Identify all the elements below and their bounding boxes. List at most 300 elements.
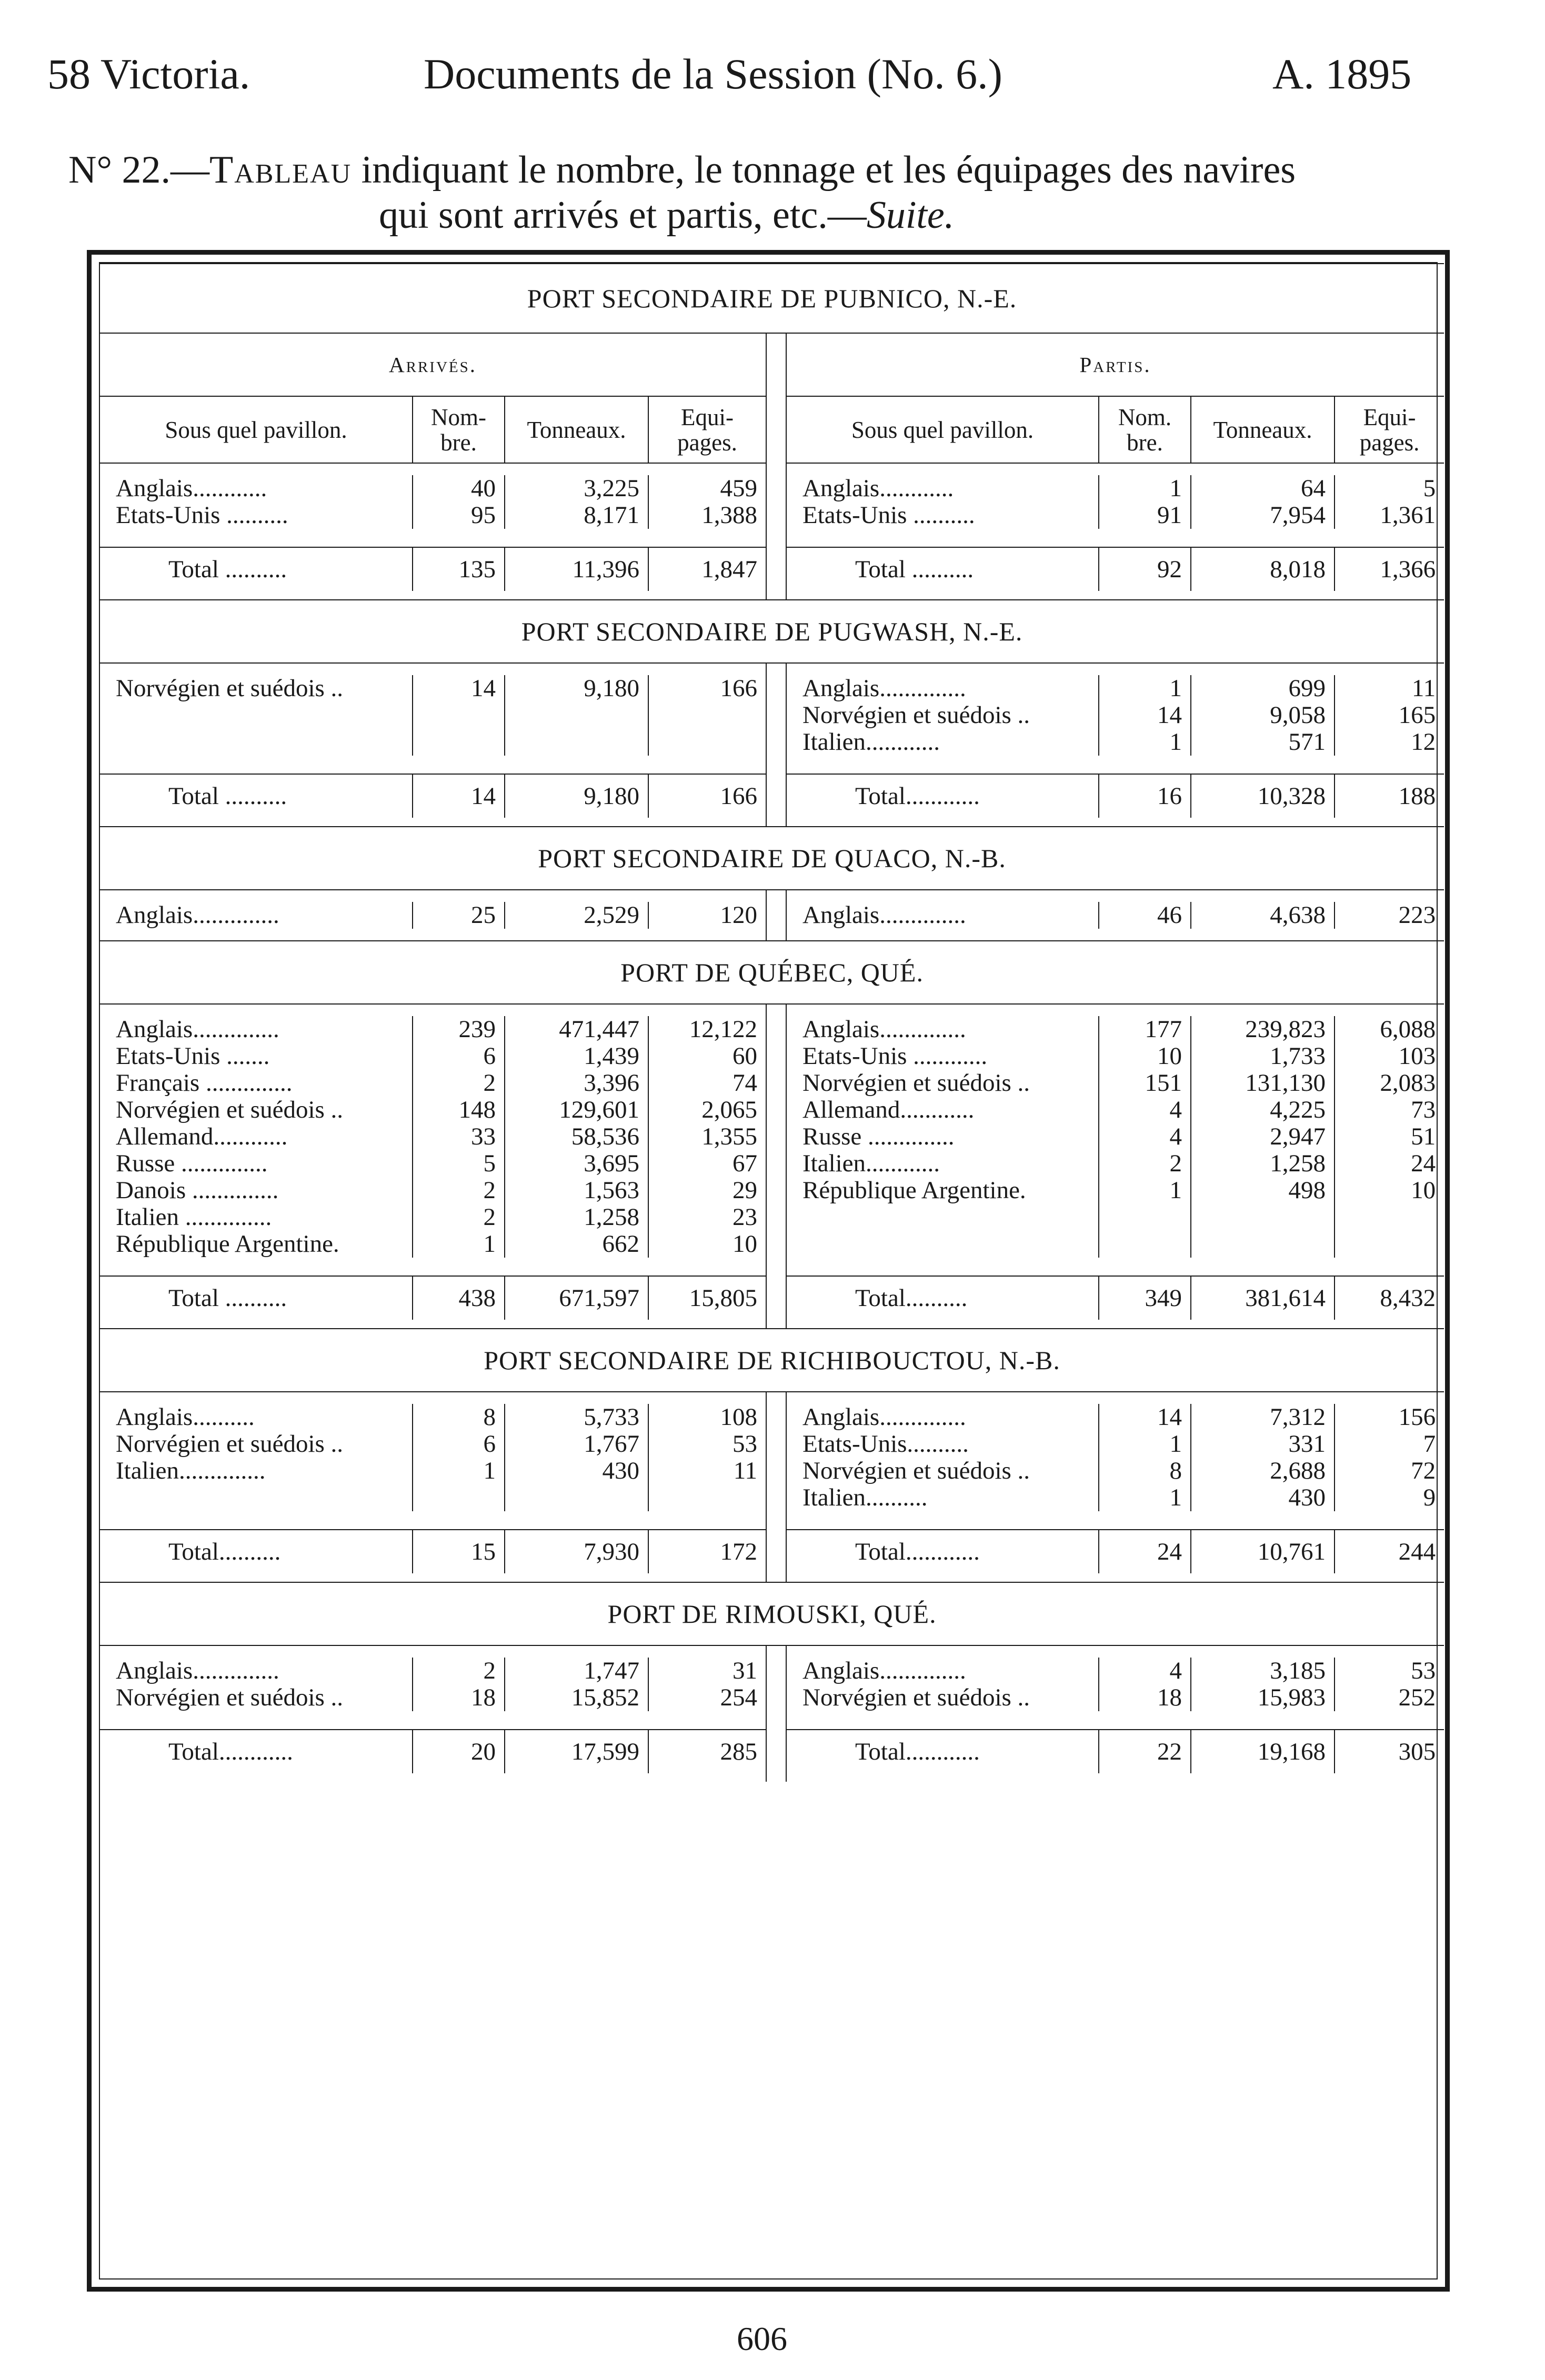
flag-cell: Etats-Unis..........	[802, 1431, 969, 1458]
flag-cell: Etats-Unis ..........	[116, 502, 288, 529]
column-divider	[766, 1320, 786, 1329]
column-divider	[766, 1530, 786, 1573]
tonnage-cell: 3,225	[505, 475, 648, 502]
spacer-row	[100, 1392, 1444, 1404]
flag-cell: République Argentine.	[116, 1231, 339, 1258]
table-row	[100, 502, 1444, 529]
crew-cell: 108	[648, 1404, 766, 1431]
count-cell: 1	[1099, 729, 1191, 756]
total-crew-cell: 8,432	[1335, 1276, 1444, 1320]
spacer-row	[100, 756, 1444, 774]
spacer-row	[100, 1573, 1444, 1582]
tonnage-cell: 1,767	[505, 1431, 648, 1458]
table-row	[100, 1150, 1444, 1177]
count-cell: 4	[1099, 1658, 1191, 1684]
spacer-right	[786, 756, 1444, 774]
total-flag-cell: Total..........	[786, 1276, 1099, 1320]
port-heading: PORT DE QUÉBEC, QUÉ.	[100, 941, 1444, 1004]
tonnage-cell: 498	[1191, 1177, 1335, 1204]
tonnage-cell: 331	[1191, 1431, 1335, 1458]
count-cell: 95	[413, 502, 505, 529]
total-count-cell: 14	[413, 774, 505, 818]
total-crew-cell: 285	[648, 1730, 766, 1773]
total-tonnage-cell: 19,168	[1191, 1730, 1335, 1773]
total-tonnage-cell: 10,761	[1191, 1530, 1335, 1573]
count-cell: 2	[413, 1177, 505, 1204]
total-flag-cell: Total ..........	[786, 547, 1099, 591]
spacer-right	[786, 663, 1444, 675]
spacer-left	[100, 1004, 766, 1016]
flag-cell: Anglais..............	[802, 1658, 966, 1684]
flag-cell: Russe ..............	[116, 1150, 268, 1177]
flag-cell: Allemand............	[116, 1123, 288, 1150]
total-flag-cell: Total............	[786, 1530, 1099, 1573]
tonnage-cell	[505, 702, 648, 729]
table-row	[100, 1431, 1444, 1458]
total-tonnage-cell: 10,328	[1191, 774, 1335, 818]
spacer-left	[100, 890, 766, 902]
spacer-left	[100, 663, 766, 675]
crew-cell: 31	[648, 1658, 766, 1684]
tonnage-cell: 1,733	[1191, 1043, 1335, 1070]
tonnage-cell: 3,396	[505, 1070, 648, 1097]
spacer-row	[100, 818, 1444, 827]
tonnage-cell: 2,529	[505, 902, 648, 929]
total-count-cell: 16	[1099, 774, 1191, 818]
count-cell: 46	[1099, 902, 1191, 929]
count-cell: 1	[413, 1458, 505, 1484]
spacer-left	[100, 1645, 766, 1658]
spacer-left	[100, 1711, 766, 1730]
crew-cell: 223	[1335, 902, 1444, 929]
spacer-left	[100, 818, 766, 827]
tonnage-cell: 7,312	[1191, 1404, 1335, 1431]
crew-cell: 11	[648, 1458, 766, 1484]
table-row	[100, 1177, 1444, 1204]
total-crew-cell: 166	[648, 774, 766, 818]
flag-cell: Italien ..............	[116, 1204, 272, 1231]
total-flag-cell: Total ..........	[100, 547, 413, 591]
crew-cell: 53	[648, 1431, 766, 1458]
flag-cell: Italien............	[802, 1150, 940, 1177]
port-heading: PORT SECONDAIRE DE PUBNICO, N.-E.	[100, 264, 1444, 333]
flag-cell: Français ..............	[116, 1070, 293, 1097]
column-divider	[766, 1150, 786, 1177]
spacer-row	[100, 1258, 1444, 1276]
crew-cell	[648, 729, 766, 756]
column-divider	[766, 1204, 786, 1231]
spacer-row	[100, 1645, 1444, 1658]
column-divider	[766, 1573, 786, 1582]
flag-cell: Anglais..............	[116, 1658, 279, 1684]
total-tonnage-cell: 11,396	[505, 547, 648, 591]
crew-cell: 103	[1335, 1043, 1444, 1070]
crew-cell: 10	[648, 1231, 766, 1258]
crew-cell: 6,088	[1335, 1016, 1444, 1043]
spacer-right	[786, 591, 1444, 600]
column-divider	[766, 729, 786, 756]
flag-cell: Anglais............	[116, 475, 267, 502]
spacer-left	[100, 1773, 766, 1782]
total-crew-cell: 244	[1335, 1530, 1444, 1573]
spacer-right	[786, 529, 1444, 547]
count-cell: 4	[1099, 1123, 1191, 1150]
tonnage-cell: 15,852	[505, 1684, 648, 1711]
tonnage-cell: 9,058	[1191, 702, 1335, 729]
table-row	[100, 1404, 1444, 1431]
flag-cell: Anglais............	[802, 475, 954, 502]
title-line1: indiquant le nombre, le tonnage et les équipages des navires	[352, 148, 1296, 192]
count-cell: 1	[1099, 675, 1191, 702]
crew-cell: 254	[648, 1684, 766, 1711]
spacer-right	[786, 818, 1444, 827]
column-header: Sous quel pavillon.	[786, 396, 1099, 463]
spacer-left	[100, 1573, 766, 1582]
tonnage-cell	[505, 1484, 648, 1511]
count-cell: 10	[1099, 1043, 1191, 1070]
port-heading-row	[100, 1329, 1444, 1392]
spacer-row	[100, 890, 1444, 902]
total-row	[100, 1276, 1444, 1320]
count-cell: 6	[413, 1431, 505, 1458]
session-header-right: A. 1895	[1272, 50, 1412, 98]
port-heading: PORT SECONDAIRE DE QUACO, N.-B.	[100, 827, 1444, 890]
crew-cell: 459	[648, 475, 766, 502]
column-divider	[766, 1123, 786, 1150]
total-flag-cell: Total..........	[100, 1530, 413, 1573]
crew-cell: 120	[648, 902, 766, 929]
total-flag-cell: Total............	[786, 1730, 1099, 1773]
flag-cell: Italien..............	[116, 1458, 266, 1484]
spacer-left	[100, 756, 766, 774]
tonnage-cell: 7,954	[1191, 502, 1335, 529]
title-tableau: Tableau	[209, 148, 352, 192]
tonnage-cell: 1,258	[505, 1204, 648, 1231]
crew-cell: 10	[1335, 1177, 1444, 1204]
port-heading-row	[100, 941, 1444, 1004]
count-cell: 1	[1099, 1484, 1191, 1511]
column-divider	[766, 702, 786, 729]
flag-cell	[100, 702, 413, 729]
spacer-left	[100, 929, 766, 941]
crew-cell: 12,122	[648, 1016, 766, 1043]
spacer-row	[100, 529, 1444, 547]
total-count-cell: 92	[1099, 547, 1191, 591]
table-frame	[87, 250, 1450, 2292]
port-heading-row	[100, 827, 1444, 890]
column-divider	[766, 1276, 786, 1320]
spacer-left	[100, 1392, 766, 1404]
table-row	[100, 702, 1444, 729]
arrived-label: Arrivés.	[100, 333, 766, 396]
flag-cell: Anglais..............	[802, 1016, 966, 1043]
count-cell	[413, 1484, 505, 1511]
spacer-left	[100, 463, 766, 475]
tonnage-cell: 4,225	[1191, 1097, 1335, 1123]
tonnage-cell: 129,601	[505, 1097, 648, 1123]
column-divider	[766, 756, 786, 774]
crew-cell: 9	[1335, 1484, 1444, 1511]
table-row	[100, 729, 1444, 756]
crew-cell: 156	[1335, 1404, 1444, 1431]
tonnage-cell: 1,563	[505, 1177, 648, 1204]
table-row	[100, 1484, 1444, 1511]
crew-cell: 24	[1335, 1150, 1444, 1177]
crew-cell	[648, 1484, 766, 1511]
port-heading-row	[100, 1582, 1444, 1645]
flag-cell: Anglais..............	[116, 1016, 279, 1043]
count-cell	[1099, 1231, 1191, 1258]
spacer-right	[786, 1645, 1444, 1658]
count-cell: 40	[413, 475, 505, 502]
tonnage-cell: 15,983	[1191, 1684, 1335, 1711]
column-divider	[766, 663, 786, 675]
section-label-row	[100, 333, 1444, 396]
spacer-right	[786, 1320, 1444, 1329]
crew-cell: 11	[1335, 675, 1444, 702]
column-divider	[766, 774, 786, 818]
count-cell: 25	[413, 902, 505, 929]
column-divider	[766, 1016, 786, 1043]
total-tonnage-cell: 9,180	[505, 774, 648, 818]
flag-cell	[786, 1204, 1099, 1231]
count-cell: 33	[413, 1123, 505, 1150]
port-table-body	[100, 264, 1444, 1782]
crew-cell	[1335, 1231, 1444, 1258]
crew-cell: 2,083	[1335, 1070, 1444, 1097]
column-header-row	[100, 396, 1444, 463]
table-title	[68, 147, 1458, 238]
total-count-cell: 438	[413, 1276, 505, 1320]
spacer-row	[100, 1320, 1444, 1329]
count-cell: 14	[413, 675, 505, 702]
port-heading-row	[100, 600, 1444, 663]
table-row	[100, 1070, 1444, 1097]
tonnage-cell: 4,638	[1191, 902, 1335, 929]
column-divider	[766, 1431, 786, 1458]
count-cell	[413, 702, 505, 729]
departed-label: Partis.	[786, 333, 1444, 396]
count-cell: 8	[413, 1404, 505, 1431]
count-cell: 2	[413, 1658, 505, 1684]
spacer-left	[100, 1320, 766, 1329]
tonnage-cell: 699	[1191, 675, 1335, 702]
flag-cell: Allemand............	[802, 1097, 975, 1123]
tonnage-cell: 3,185	[1191, 1658, 1335, 1684]
tonnage-cell: 2,947	[1191, 1123, 1335, 1150]
column-divider	[766, 1404, 786, 1431]
column-divider	[766, 890, 786, 902]
total-count-cell: 20	[413, 1730, 505, 1773]
column-divider	[766, 1730, 786, 1773]
column-divider	[766, 1511, 786, 1530]
tonnage-cell: 8,171	[505, 502, 648, 529]
total-crew-cell: 1,366	[1335, 547, 1444, 591]
column-divider	[766, 818, 786, 827]
count-cell: 2	[1099, 1150, 1191, 1177]
crew-cell	[1335, 1204, 1444, 1231]
count-cell: 151	[1099, 1070, 1191, 1097]
total-row	[100, 1530, 1444, 1573]
count-cell: 4	[1099, 1097, 1191, 1123]
spacer-right	[786, 463, 1444, 475]
spacer-right	[786, 1511, 1444, 1530]
column-divider	[766, 463, 786, 475]
flag-cell: Norvégien et suédois ..	[802, 702, 1030, 729]
total-row	[100, 1730, 1444, 1773]
table-row	[100, 675, 1444, 702]
crew-cell: 1,355	[648, 1123, 766, 1150]
flag-cell: Russe ..............	[802, 1123, 955, 1150]
tonnage-cell: 5,733	[505, 1404, 648, 1431]
table-row	[100, 1658, 1444, 1684]
flag-cell: Etats-Unis ............	[802, 1043, 988, 1070]
count-cell: 14	[1099, 1404, 1191, 1431]
column-divider	[766, 929, 786, 941]
table-row	[100, 1043, 1444, 1070]
column-divider	[766, 1645, 786, 1658]
column-divider	[766, 502, 786, 529]
tonnage-cell: 430	[1191, 1484, 1335, 1511]
flag-cell: Etats-Unis ..........	[802, 502, 975, 529]
column-divider	[766, 1070, 786, 1097]
count-cell: 91	[1099, 502, 1191, 529]
tonnage-cell: 2,688	[1191, 1458, 1335, 1484]
table-row	[100, 1204, 1444, 1231]
table-row	[100, 1097, 1444, 1123]
tonnage-cell: 571	[1191, 729, 1335, 756]
total-count-cell: 24	[1099, 1530, 1191, 1573]
count-cell: 177	[1099, 1016, 1191, 1043]
count-cell: 6	[413, 1043, 505, 1070]
table-row	[100, 1458, 1444, 1484]
spacer-right	[786, 1773, 1444, 1782]
crew-cell: 1,361	[1335, 502, 1444, 529]
crew-cell: 73	[1335, 1097, 1444, 1123]
flag-cell: Norvégien et suédois ..	[802, 1684, 1030, 1711]
total-count-cell: 349	[1099, 1276, 1191, 1320]
total-row	[100, 774, 1444, 818]
spacer-left	[100, 591, 766, 600]
spacer-left	[100, 529, 766, 547]
crew-cell: 252	[1335, 1684, 1444, 1711]
count-cell	[1099, 1204, 1191, 1231]
flag-cell: Italien..........	[802, 1484, 928, 1511]
column-divider	[766, 1711, 786, 1730]
crew-cell: 1,388	[648, 502, 766, 529]
crew-cell: 53	[1335, 1658, 1444, 1684]
flag-cell: Norvégien et suédois ..	[116, 1431, 344, 1458]
count-cell: 5	[413, 1150, 505, 1177]
spacer-row	[100, 1711, 1444, 1730]
flag-cell: Norvégien et suédois ..	[802, 1070, 1030, 1097]
total-tonnage-cell: 7,930	[505, 1530, 648, 1573]
spacer-row	[100, 1511, 1444, 1530]
spacer-row	[100, 591, 1444, 600]
tonnage-cell: 430	[505, 1458, 648, 1484]
table-row	[100, 475, 1444, 502]
count-cell: 1	[1099, 1431, 1191, 1458]
spacer-row	[100, 463, 1444, 475]
total-crew-cell: 305	[1335, 1730, 1444, 1773]
total-count-cell: 22	[1099, 1730, 1191, 1773]
column-divider	[766, 1773, 786, 1782]
count-cell: 14	[1099, 702, 1191, 729]
flag-cell	[100, 729, 413, 756]
port-heading-row	[100, 264, 1444, 333]
spacer-right	[786, 1392, 1444, 1404]
spacer-row	[100, 663, 1444, 675]
column-divider	[766, 333, 786, 396]
spacer-row	[100, 929, 1444, 941]
flag-cell: Norvégien et suédois ..	[116, 675, 344, 702]
column-divider	[766, 1004, 786, 1016]
spacer-left	[100, 1258, 766, 1276]
column-header: Nom. bre.	[1099, 396, 1191, 463]
column-divider	[766, 547, 786, 591]
total-tonnage-cell: 8,018	[1191, 547, 1335, 591]
crew-cell: 2,065	[648, 1097, 766, 1123]
column-divider	[766, 1484, 786, 1511]
title-suite: Suite.	[866, 194, 955, 237]
column-header: Sous quel pavillon.	[100, 396, 413, 463]
tonnage-cell: 9,180	[505, 675, 648, 702]
crew-cell: 12	[1335, 729, 1444, 756]
spacer-right	[786, 1258, 1444, 1276]
total-flag-cell: Total ..........	[100, 1276, 413, 1320]
title-line2: qui sont arrivés et partis, etc.—	[379, 194, 867, 237]
column-header: Tonneaux.	[1191, 396, 1335, 463]
flag-cell: Norvégien et suédois ..	[116, 1684, 344, 1711]
count-cell: 148	[413, 1097, 505, 1123]
tonnage-cell	[505, 729, 648, 756]
table-row	[100, 1016, 1444, 1043]
count-cell: 18	[413, 1684, 505, 1711]
flag-cell: Anglais..........	[116, 1404, 255, 1431]
spacer-row	[100, 1773, 1444, 1782]
column-divider	[766, 1658, 786, 1684]
spacer-left	[100, 1511, 766, 1530]
spacer-right	[786, 929, 1444, 941]
count-cell: 2	[413, 1070, 505, 1097]
tonnage-cell: 131,130	[1191, 1070, 1335, 1097]
tonnage-cell: 1,258	[1191, 1150, 1335, 1177]
total-row	[100, 547, 1444, 591]
count-cell: 1	[1099, 475, 1191, 502]
column-divider	[766, 1458, 786, 1484]
flag-cell	[786, 1231, 1099, 1258]
count-cell: 239	[413, 1016, 505, 1043]
count-cell	[413, 729, 505, 756]
tonnage-cell: 1,747	[505, 1658, 648, 1684]
crew-cell: 60	[648, 1043, 766, 1070]
total-flag-cell: Total............	[786, 774, 1099, 818]
crew-cell: 72	[1335, 1458, 1444, 1484]
total-flag-cell: Total ..........	[100, 774, 413, 818]
total-crew-cell: 15,805	[648, 1276, 766, 1320]
column-divider	[766, 1177, 786, 1204]
port-table	[100, 263, 1444, 1782]
flag-cell	[100, 1484, 413, 1511]
column-divider	[766, 1258, 786, 1276]
table-row	[100, 902, 1444, 929]
flag-cell: Norvégien et suédois ..	[802, 1458, 1030, 1484]
flag-cell: Anglais..............	[116, 902, 279, 929]
crew-cell: 166	[648, 675, 766, 702]
total-flag-cell: Total............	[100, 1730, 413, 1773]
column-divider	[766, 1043, 786, 1070]
column-header: Equi-pages.	[648, 396, 766, 463]
